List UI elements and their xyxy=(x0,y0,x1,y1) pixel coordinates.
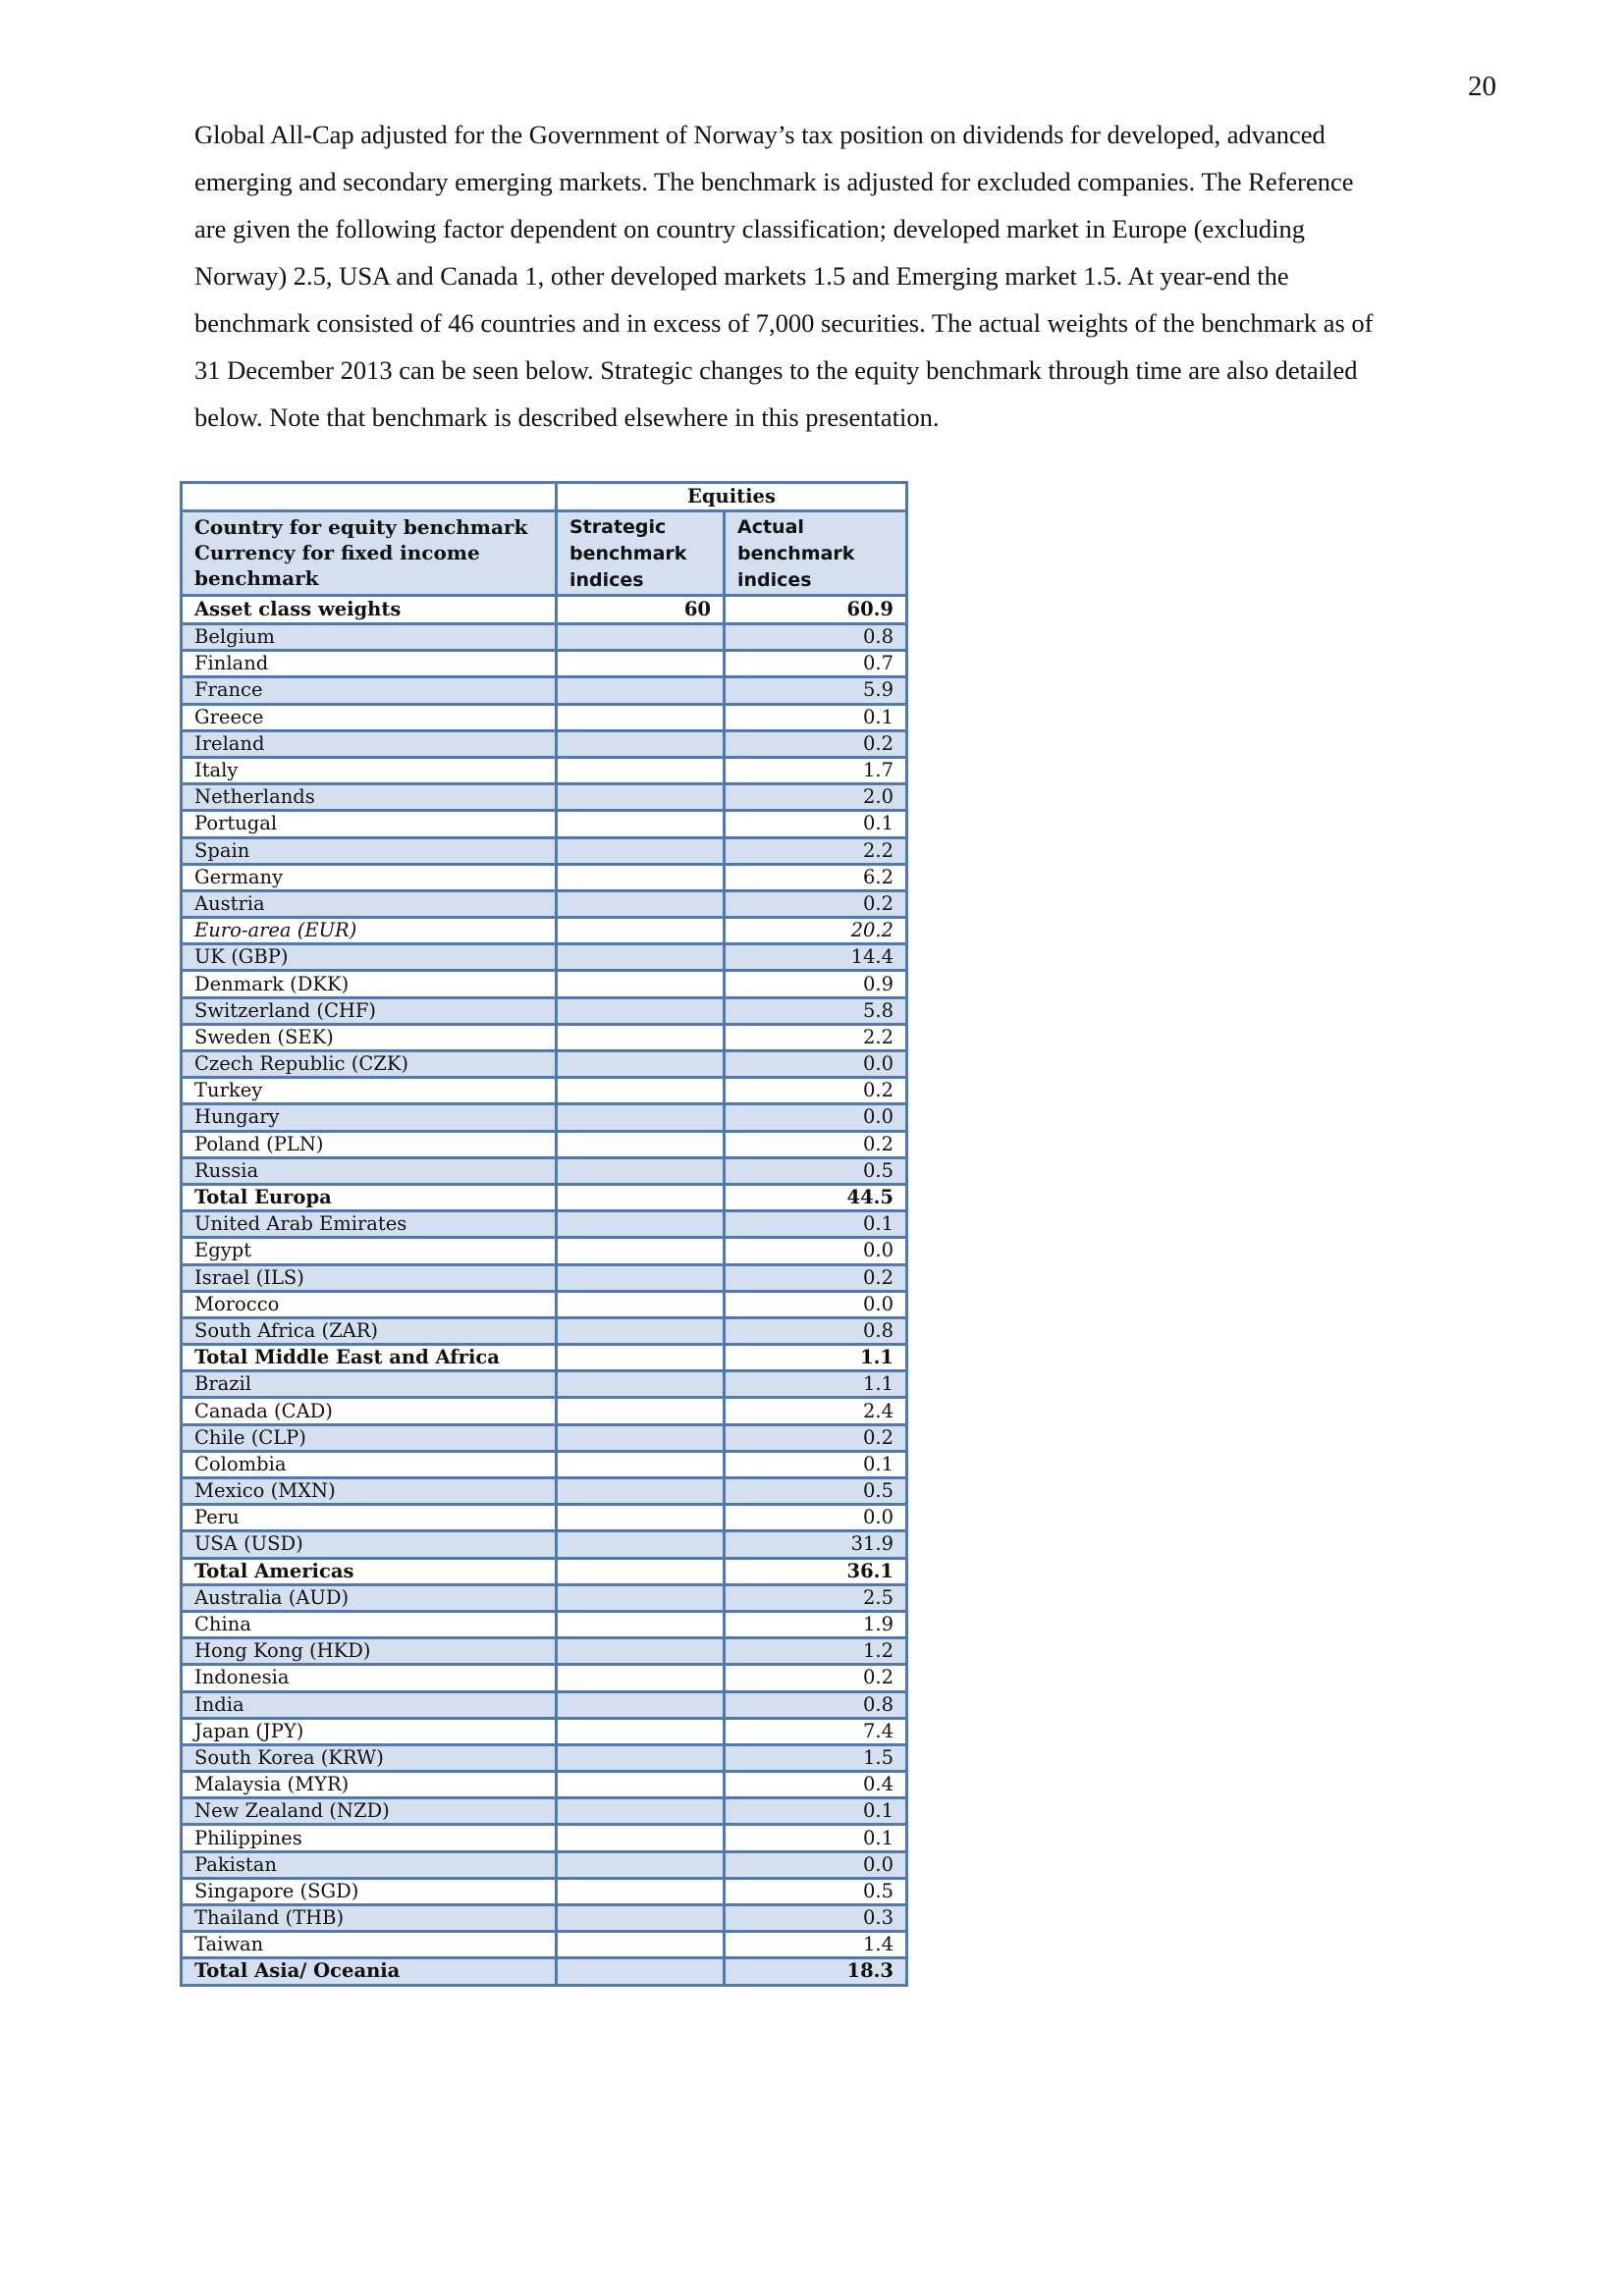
actual-value-cell: 36.1 xyxy=(725,1558,907,1584)
actual-value-cell: 0.1 xyxy=(725,1451,907,1477)
strategic-cell xyxy=(557,1157,725,1184)
country-cell: Colombia xyxy=(182,1451,557,1477)
actual-value-cell: 0.8 xyxy=(725,1317,907,1344)
equities-group-header: Equities xyxy=(557,483,907,511)
strategic-cell xyxy=(557,1424,725,1451)
actual-value-cell: 14.4 xyxy=(725,944,907,971)
actual-value-cell: 2.4 xyxy=(725,1398,907,1424)
actual-value-cell: 31.9 xyxy=(725,1531,907,1558)
country-cell: Finland xyxy=(182,651,557,677)
actual-value-cell: 0.2 xyxy=(725,1078,907,1104)
country-cell: Belgium xyxy=(182,624,557,651)
actual-value-cell: 1.2 xyxy=(725,1638,907,1665)
country-cell: UK (GBP) xyxy=(182,944,557,971)
strategic-cell xyxy=(557,1611,725,1637)
table-row xyxy=(182,1718,907,1744)
table-row xyxy=(182,1691,907,1718)
actual-value-cell: 0.2 xyxy=(725,1424,907,1451)
table-row xyxy=(182,1478,907,1505)
table-row xyxy=(182,1958,907,1985)
table-row xyxy=(182,1772,907,1798)
table-row xyxy=(182,1851,907,1878)
strategic-cell xyxy=(557,1291,725,1317)
actual-column-header: Actual benchmark indices xyxy=(725,511,907,596)
table-row xyxy=(182,1825,907,1851)
table-row xyxy=(182,1558,907,1584)
header-blank-cell xyxy=(182,483,557,511)
body-paragraph xyxy=(194,111,1461,441)
table-row xyxy=(182,1078,907,1104)
strategic-cell xyxy=(557,1317,725,1344)
country-cell: Czech Republic (CZK) xyxy=(182,1051,557,1078)
actual-value-cell: 0.2 xyxy=(725,1665,907,1691)
country-cell: Philippines xyxy=(182,1825,557,1851)
country-cell: Italy xyxy=(182,757,557,783)
table-row xyxy=(182,811,907,837)
actual-value-cell: 0.1 xyxy=(725,811,907,837)
strategic-cell xyxy=(557,624,725,651)
strategic-cell xyxy=(557,1024,725,1050)
actual-value-cell: 1.9 xyxy=(725,1611,907,1637)
table-row xyxy=(182,1878,907,1904)
strategic-cell xyxy=(557,837,725,864)
strategic-cell xyxy=(557,1104,725,1131)
strategic-cell xyxy=(557,1691,725,1718)
country-cell: USA (USD) xyxy=(182,1531,557,1558)
actual-value-cell: 18.3 xyxy=(725,1958,907,1985)
table-group-header-row xyxy=(182,483,907,511)
strategic-cell xyxy=(557,1131,725,1157)
body-line: emerging and secondary emerging markets. The benchmark is adjusted for excluded companies. The Reference xyxy=(194,167,1354,196)
country-cell: Sweden (SEK) xyxy=(182,1024,557,1050)
strategic-cell xyxy=(557,971,725,997)
actual-value-cell: 1.1 xyxy=(725,1345,907,1371)
strategic-cell xyxy=(557,1558,725,1584)
asset-class-actual: 60.9 xyxy=(725,596,907,624)
country-cell: France xyxy=(182,677,557,704)
actual-value-cell: 5.8 xyxy=(725,997,907,1024)
country-cell: Turkey xyxy=(182,1078,557,1104)
body-line: Global All-Cap adjusted for the Government of Norway’s tax position on dividends for developed, advanced xyxy=(194,120,1326,149)
country-cell: Ireland xyxy=(182,730,557,757)
asset-class-strategic: 60 xyxy=(557,596,725,624)
country-cell: Singapore (SGD) xyxy=(182,1878,557,1904)
strategic-cell xyxy=(557,730,725,757)
country-cell: Hong Kong (HKD) xyxy=(182,1638,557,1665)
strategic-column-header: Strategic benchmark indices xyxy=(557,511,725,596)
strategic-cell xyxy=(557,1371,725,1398)
table-row xyxy=(182,1451,907,1477)
actual-value-cell: 0.1 xyxy=(725,1211,907,1238)
strategic-cell xyxy=(557,784,725,811)
country-cell: Mexico (MXN) xyxy=(182,1478,557,1505)
actual-value-cell: 1.4 xyxy=(725,1932,907,1958)
actual-value-cell: 0.5 xyxy=(725,1157,907,1184)
country-cell: Thailand (THB) xyxy=(182,1905,557,1932)
table-row xyxy=(182,1317,907,1344)
actual-value-cell: 0.3 xyxy=(725,1905,907,1932)
actual-value-cell: 0.8 xyxy=(725,624,907,651)
actual-value-cell: 20.2 xyxy=(725,918,907,944)
actual-value-cell: 0.5 xyxy=(725,1878,907,1904)
strategic-cell xyxy=(557,1478,725,1505)
table-row xyxy=(182,1744,907,1771)
actual-value-cell: 0.1 xyxy=(725,1798,907,1825)
actual-value-cell: 0.1 xyxy=(725,704,907,730)
strategic-cell xyxy=(557,704,725,730)
country-cell: Australia (AUD) xyxy=(182,1584,557,1611)
actual-value-cell: 0.2 xyxy=(725,890,907,917)
actual-value-cell: 6.2 xyxy=(725,864,907,890)
strategic-cell xyxy=(557,1345,725,1371)
actual-value-cell: 44.5 xyxy=(725,1184,907,1210)
actual-value-cell: 1.5 xyxy=(725,1744,907,1771)
country-cell: Netherlands xyxy=(182,784,557,811)
table-row xyxy=(182,1505,907,1531)
table-row xyxy=(182,1238,907,1264)
strategic-cell xyxy=(557,997,725,1024)
actual-value-cell: 0.2 xyxy=(725,1264,907,1291)
table-row xyxy=(182,1531,907,1558)
country-cell: India xyxy=(182,1691,557,1718)
strategic-cell xyxy=(557,1905,725,1932)
strategic-cell xyxy=(557,864,725,890)
country-cell: Germany xyxy=(182,864,557,890)
table-row xyxy=(182,1291,907,1317)
actual-value-cell: 0.0 xyxy=(725,1238,907,1264)
country-cell: Chile (CLP) xyxy=(182,1424,557,1451)
country-cell: Total Asia/ Oceania xyxy=(182,1958,557,1985)
table-row xyxy=(182,1932,907,1958)
actual-value-cell: 2.5 xyxy=(725,1584,907,1611)
country-cell: Poland (PLN) xyxy=(182,1131,557,1157)
table-row xyxy=(182,890,907,917)
table-row xyxy=(182,1638,907,1665)
table-row xyxy=(182,1184,907,1210)
actual-value-cell: 2.2 xyxy=(725,1024,907,1050)
body-line: below. Note that benchmark is described elsewhere in this presentation. xyxy=(194,402,940,432)
country-cell: Taiwan xyxy=(182,1932,557,1958)
table-row xyxy=(182,1798,907,1825)
table-row xyxy=(182,1104,907,1131)
strategic-cell xyxy=(557,1505,725,1531)
country-cell: Egypt xyxy=(182,1238,557,1264)
strategic-cell xyxy=(557,944,725,971)
strategic-cell xyxy=(557,1051,725,1078)
strategic-cell xyxy=(557,1238,725,1264)
strategic-cell xyxy=(557,651,725,677)
table-row xyxy=(182,730,907,757)
table-row xyxy=(182,837,907,864)
actual-value-cell: 0.5 xyxy=(725,1478,907,1505)
country-cell: Russia xyxy=(182,1157,557,1184)
actual-value-cell: 0.8 xyxy=(725,1691,907,1718)
strategic-cell xyxy=(557,1744,725,1771)
country-cell: Brazil xyxy=(182,1371,557,1398)
country-cell: Total Middle East and Africa xyxy=(182,1345,557,1371)
country-cell: Euro-area (EUR) xyxy=(182,918,557,944)
actual-value-cell: 0.0 xyxy=(725,1851,907,1878)
actual-value-cell: 0.0 xyxy=(725,1104,907,1131)
actual-value-cell: 0.9 xyxy=(725,971,907,997)
equity-benchmark-table xyxy=(180,481,908,1987)
table-row xyxy=(182,1264,907,1291)
table-row xyxy=(182,1131,907,1157)
strategic-cell xyxy=(557,1878,725,1904)
actual-value-cell: 2.2 xyxy=(725,837,907,864)
strategic-cell xyxy=(557,1451,725,1477)
country-cell: Pakistan xyxy=(182,1851,557,1878)
actual-value-cell: 0.0 xyxy=(725,1051,907,1078)
country-cell: Denmark (DKK) xyxy=(182,971,557,997)
table-row xyxy=(182,864,907,890)
table-row xyxy=(182,624,907,651)
country-cell: Indonesia xyxy=(182,1665,557,1691)
actual-value-cell: 0.2 xyxy=(725,730,907,757)
actual-value-cell: 0.2 xyxy=(725,1131,907,1157)
strategic-cell xyxy=(557,1078,725,1104)
actual-value-cell: 0.4 xyxy=(725,1772,907,1798)
body-line: 31 December 2013 can be seen below. Strategic changes to the equity benchmark through time are also detailed xyxy=(194,355,1358,385)
strategic-cell xyxy=(557,1932,725,1958)
table-row xyxy=(182,918,907,944)
strategic-cell xyxy=(557,757,725,783)
strategic-cell xyxy=(557,677,725,704)
strategic-cell xyxy=(557,1638,725,1665)
strategic-cell xyxy=(557,1665,725,1691)
table-row xyxy=(182,971,907,997)
table-row xyxy=(182,1157,907,1184)
country-cell: China xyxy=(182,1611,557,1637)
table-row xyxy=(182,1345,907,1371)
country-cell: Total Americas xyxy=(182,1558,557,1584)
strategic-cell xyxy=(557,811,725,837)
strategic-cell xyxy=(557,1211,725,1238)
page-number: 20 xyxy=(1468,71,1496,102)
strategic-cell xyxy=(557,1184,725,1210)
asset-class-label: Asset class weights xyxy=(182,596,557,624)
country-cell: Spain xyxy=(182,837,557,864)
table-row xyxy=(182,1371,907,1398)
table-row xyxy=(182,1211,907,1238)
table-row xyxy=(182,651,907,677)
country-cell: Hungary xyxy=(182,1104,557,1131)
country-cell: United Arab Emirates xyxy=(182,1211,557,1238)
table-row xyxy=(182,704,907,730)
strategic-cell xyxy=(557,1531,725,1558)
asset-class-row xyxy=(182,596,907,624)
table-row xyxy=(182,1051,907,1078)
country-cell: Japan (JPY) xyxy=(182,1718,557,1744)
country-cell: Malaysia (MYR) xyxy=(182,1772,557,1798)
table-row xyxy=(182,1398,907,1424)
strategic-cell xyxy=(557,1264,725,1291)
strategic-cell xyxy=(557,1718,725,1744)
actual-value-cell: 7.4 xyxy=(725,1718,907,1744)
strategic-cell xyxy=(557,890,725,917)
country-cell: Switzerland (CHF) xyxy=(182,997,557,1024)
actual-value-cell: 0.0 xyxy=(725,1505,907,1531)
table-row xyxy=(182,944,907,971)
country-cell: South Africa (ZAR) xyxy=(182,1317,557,1344)
strategic-cell xyxy=(557,1851,725,1878)
table-row xyxy=(182,1024,907,1050)
table-row xyxy=(182,1611,907,1637)
actual-value-cell: 0.0 xyxy=(725,1291,907,1317)
strategic-cell xyxy=(557,1584,725,1611)
country-cell: Greece xyxy=(182,704,557,730)
country-cell: Israel (ILS) xyxy=(182,1264,557,1291)
country-cell: Austria xyxy=(182,890,557,917)
table-row xyxy=(182,1424,907,1451)
country-cell: Peru xyxy=(182,1505,557,1531)
actual-value-cell: 0.7 xyxy=(725,651,907,677)
country-column-header: Country for equity benchmark Currency for fixed income benchmark xyxy=(182,511,557,596)
body-line: benchmark consisted of 46 countries and in excess of 7,000 securities. The actual weights of the benchmark as of xyxy=(194,308,1374,338)
table-row xyxy=(182,1905,907,1932)
country-cell: Morocco xyxy=(182,1291,557,1317)
actual-value-cell: 0.1 xyxy=(725,1825,907,1851)
country-cell: Canada (CAD) xyxy=(182,1398,557,1424)
actual-value-cell: 5.9 xyxy=(725,677,907,704)
country-cell: Total Europa xyxy=(182,1184,557,1210)
table-row xyxy=(182,1665,907,1691)
table-row xyxy=(182,677,907,704)
strategic-cell xyxy=(557,1825,725,1851)
country-cell: South Korea (KRW) xyxy=(182,1744,557,1771)
strategic-cell xyxy=(557,1772,725,1798)
country-cell: New Zealand (NZD) xyxy=(182,1798,557,1825)
table-row xyxy=(182,784,907,811)
country-cell: Portugal xyxy=(182,811,557,837)
table-column-header-row xyxy=(182,511,907,596)
actual-value-cell: 1.7 xyxy=(725,757,907,783)
table-row xyxy=(182,757,907,783)
strategic-cell xyxy=(557,1398,725,1424)
actual-value-cell: 2.0 xyxy=(725,784,907,811)
strategic-cell xyxy=(557,1798,725,1825)
actual-value-cell: 1.1 xyxy=(725,1371,907,1398)
table-row xyxy=(182,997,907,1024)
strategic-cell xyxy=(557,918,725,944)
table-row xyxy=(182,1584,907,1611)
strategic-cell xyxy=(557,1958,725,1985)
body-line: Norway) 2.5, USA and Canada 1, other developed markets 1.5 and Emerging market 1.5. At year-end the xyxy=(194,261,1289,291)
body-line: are given the following factor dependent on country classification; developed market in Europe (excluding xyxy=(194,214,1306,243)
